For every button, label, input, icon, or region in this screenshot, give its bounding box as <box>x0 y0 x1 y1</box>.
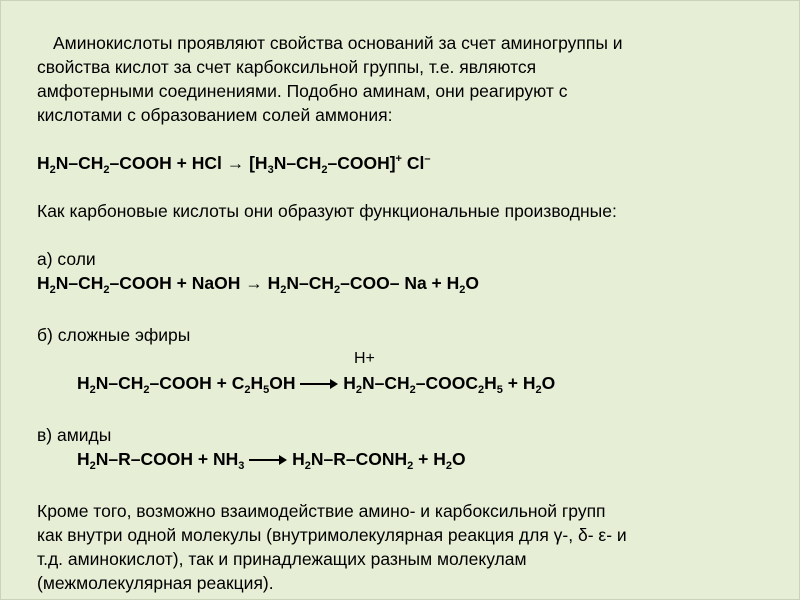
conclusion-line-2: как внутри одной молекулы (внутримолекулярная реакция для γ-, δ- ε- и <box>37 525 627 545</box>
long-arrow-icon <box>249 455 287 465</box>
intro-line-4: кислотами с образованием солей аммония: <box>37 105 393 125</box>
intro-line-2: свойства кислот за счет карбоксильной группы, т.е. являются <box>37 57 537 77</box>
esters-label: б) сложные эфиры <box>37 325 191 345</box>
equation-hcl: $H_2N-CH_2$–COOH + HCl → $[H_3N-CH_2-COOH]^+$ Cl– <box>37 153 431 176</box>
conclusion-line-1: Кроме того, возможно взаимодействие амино- и карбоксильной групп <box>37 501 606 521</box>
amides-label: в) амиды <box>37 425 112 445</box>
salts-label: а) соли <box>37 249 96 269</box>
reaction-arrow-icon: → <box>245 273 263 293</box>
intro-line-3: амфотерными соединениями. Подобно аминам, они реагируют с <box>37 81 568 101</box>
conclusion-line-3: т.д. аминокислот), так и принадлежащих разным молекулам <box>37 549 527 569</box>
catalyst-label: H+ <box>354 350 375 367</box>
equation-salts: $H_2N-CH_2$–COOH + NaOH → $H_2N-CH_2-COO-$ $Na + H_2O$ <box>37 273 480 296</box>
equation-esters: $H_2N-CH_2$–COOH + $C_2H_5OH$ $H_2N-CH_2-COOC_2H_5 + H_2O$ <box>77 373 556 396</box>
conclusion-line-4: (межмолекулярная реакция). <box>37 573 274 593</box>
long-arrow-icon <box>300 379 338 389</box>
reaction-arrow-icon: → <box>226 153 245 173</box>
derivatives-heading: Как карбоновые кислоты они образуют функциональные производные: <box>37 201 617 221</box>
equation-amides: $H_2N-R$–COOH + $NH_3$ $H_2N-R-CONH_2 + H_2O$ <box>77 449 466 472</box>
intro-line-1: Аминокислоты проявляют свойства оснований за счет аминогруппы и <box>53 33 623 53</box>
